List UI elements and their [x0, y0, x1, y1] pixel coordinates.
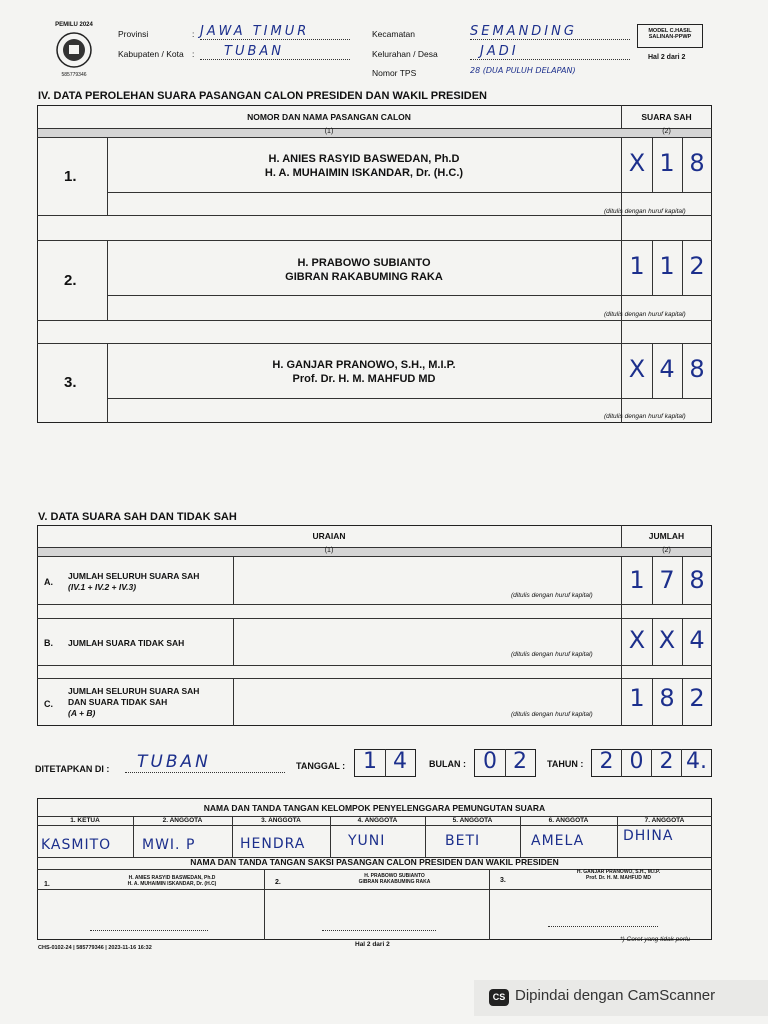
kecamatan-value: SEMANDING — [470, 24, 630, 40]
kabupaten-value: TUBAN — [200, 44, 350, 60]
provinsi-label: Provinsi — [118, 29, 149, 39]
row-c-line2: DAN SUARA TIDAK SAH — [68, 697, 168, 707]
kpps-role-1: 1. KETUA — [70, 817, 100, 824]
header-page: Hal 2 dari 2 — [648, 54, 686, 61]
row-a-digit-3: 8 — [689, 566, 705, 594]
tps-value: 28 (DUA PULUH DELAPAN) — [470, 66, 576, 75]
row-c-digit-2: 8 — [659, 684, 675, 712]
model-box — [637, 24, 703, 48]
footer-coret: *) Coret yang tidak perlu — [620, 936, 691, 943]
tahun-label: TAHUN : — [547, 759, 584, 769]
row-a-line1: JUMLAH SELURUH SUARA SAH — [68, 571, 200, 581]
candidate-2-digit-1: 1 — [629, 252, 645, 280]
row-a-digit-2: 7 — [659, 566, 675, 594]
col-votes-num: (2) — [662, 128, 671, 135]
bulan-label: BULAN : — [429, 759, 466, 769]
bulan-digit-2: 2 — [513, 749, 527, 774]
row-a-line2: (IV.1 + IV.2 + IV.3) — [68, 582, 137, 592]
candidate-3-digit-2: 4 — [659, 355, 675, 383]
kpps-name-7: DHINA — [623, 828, 674, 844]
tanggal-digit-1: 1 — [363, 749, 377, 774]
saksi-2-line2: GIBRAN RAKABUMING RAKA — [358, 879, 431, 885]
candidate-3-number: 3. — [64, 374, 77, 391]
saksi-3-line2: Prof. Dr. H. M. MAHFUD MD — [586, 875, 651, 881]
row-a-note: (ditulis dengan huruf kapital) — [511, 592, 593, 599]
row-b-note: (ditulis dengan huruf kapital) — [511, 651, 593, 658]
saksi-no-2: 2. — [275, 879, 281, 886]
candidate-2-number: 2. — [64, 272, 77, 289]
kelurahan-value: JADI — [470, 44, 630, 60]
kpps-role-2: 2. ANGGOTA — [162, 817, 203, 824]
saksi-3-signature-line — [548, 926, 658, 927]
row-b-digit-3: 4 — [689, 626, 705, 654]
kpps-name-3: HENDRA — [240, 836, 306, 852]
row-a-digit-1: 1 — [629, 566, 645, 594]
candidate-1-line1: H. ANIES RASYID BASWEDAN, Ph.D — [268, 153, 460, 165]
candidate-3-line1: H. GANJAR PRANOWO, S.H., M.I.P. — [272, 359, 456, 371]
row-c-letter: C. — [44, 699, 53, 709]
saksi-1-line1: H. ANIES RASYID BASWEDAN, Ph.D — [128, 875, 216, 881]
row-a-letter: A. — [44, 577, 53, 587]
model-line1: MODEL C.HASIL — [648, 28, 692, 34]
camscanner-logo-icon: CS — [489, 989, 509, 1006]
candidate-2-line1: H. PRABOWO SUBIANTO — [297, 257, 431, 269]
section5-title: V. DATA SUARA SAH DAN TIDAK SAH — [38, 511, 237, 523]
saksi-2-line1: H. PRABOWO SUBIANTO — [364, 873, 425, 879]
provinsi-colon: : — [192, 29, 195, 39]
kabupaten-colon: : — [192, 49, 195, 59]
candidate-1-number: 1. — [64, 168, 77, 185]
row-c-line1: JUMLAH SELURUH SUARA SAH — [68, 686, 200, 696]
kabupaten-label: Kabupaten / Kota — [118, 49, 184, 59]
candidate-1-line2: H. A. MUHAIMIN ISKANDAR, Dr. (H.C.) — [264, 167, 464, 179]
col-name-header: NOMOR DAN NAMA PASANGAN CALON — [247, 112, 411, 122]
tahun-digit-1: 2 — [599, 749, 614, 774]
saksi-title: NAMA DAN TANDA TANGAN SAKSI PASANGAN CALON PRESIDEN DAN WAKIL PRESIDEN — [190, 857, 559, 867]
saksi-3-line1: H. GANJAR PRANOWO, S.H., M.I.P. — [576, 869, 661, 875]
footer-page: Hal 2 dari 2 — [355, 941, 390, 948]
kpps-name-1: KASMITO — [41, 837, 112, 853]
logo-code: 585779346 — [61, 72, 87, 78]
footer-code: CHS-0102-24 | 585779346 | 2023-11-16 16:32 — [38, 945, 152, 951]
row-c-digit-1: 1 — [629, 684, 645, 712]
row-b-digit-2: X — [658, 626, 676, 654]
kpu-logo — [50, 26, 98, 74]
saksi-2-signature-line — [322, 930, 436, 931]
tanggal-label: TANGGAL : — [296, 761, 346, 771]
section4-title: IV. DATA PEROLEHAN SUARA PASANGAN CALON PRESIDEN DAN WAKIL PRESIDEN — [38, 90, 488, 102]
kpps-title: NAMA DAN TANDA TANGAN KELOMPOK PENYELENGGARA PEMUNGUTAN SUARA — [203, 803, 546, 813]
candidate-2-note: (ditulis dengan huruf kapital) — [604, 311, 686, 318]
candidate-2-line2: GIBRAN RAKABUMING RAKA — [285, 271, 443, 283]
bulan-digit-1: 0 — [483, 749, 497, 774]
tahun-digit-2: 0 — [629, 749, 644, 774]
col-uraian-header: URAIAN — [312, 531, 346, 541]
logo-text: PEMILU 2024 — [55, 22, 93, 28]
kpps-name-5: BETI — [445, 833, 481, 849]
candidate-1-digit-3: 8 — [689, 149, 705, 177]
candidate-3-digit-3: 8 — [689, 355, 705, 383]
col-jumlah-num: (2) — [662, 547, 671, 554]
ditetapkan-label: DITETAPKAN DI : — [35, 764, 110, 774]
saksi-no-1: 1. — [44, 881, 50, 888]
kpps-role-4: 4. ANGGOTA — [357, 817, 398, 824]
row-b-digit-1: X — [628, 626, 646, 654]
ditetapkan-value: TUBAN — [125, 752, 285, 773]
saksi-1-line2: H. A. MUHAIMIN ISKANDAR, Dr. (H.C) — [127, 881, 217, 887]
row-c-note: (ditulis dengan huruf kapital) — [511, 711, 593, 718]
col-uraian-num: (1) — [324, 547, 334, 554]
candidate-1-digit-1: X — [628, 149, 646, 177]
kpps-name-4: YUNI — [348, 833, 386, 849]
tahun-digit-4: 4. — [686, 749, 707, 774]
kelurahan-label: Kelurahan / Desa — [372, 49, 438, 59]
candidate-1-note: (ditulis dengan huruf kapital) — [604, 208, 686, 215]
kpps-role-7: 7. ANGGOTA — [644, 817, 685, 824]
candidate-2-digit-3: 2 — [689, 252, 705, 280]
tanggal-digit-2: 4 — [393, 749, 407, 774]
tahun-digit-3: 2 — [659, 749, 674, 774]
candidate-3-line2: Prof. Dr. H. M. MAHFUD MD — [292, 373, 436, 385]
candidate-3-note: (ditulis dengan huruf kapital) — [604, 413, 686, 420]
provinsi-value: JAWA TIMUR — [200, 24, 350, 40]
camscanner-label: Dipindai dengan CamScanner — [515, 987, 716, 1004]
row-c-digit-3: 2 — [689, 684, 705, 712]
candidate-3-digit-1: X — [628, 355, 646, 383]
saksi-1-signature-line — [90, 930, 208, 931]
model-line2: SALINAN-PPWP — [648, 34, 692, 40]
row-b-letter: B. — [44, 638, 53, 648]
kpps-name-6: AMELA — [531, 833, 585, 849]
row-b-line1: JUMLAH SUARA TIDAK SAH — [68, 638, 185, 648]
kpps-role-6: 6. ANGGOTA — [548, 817, 589, 824]
kpps-role-3: 3. ANGGOTA — [261, 817, 301, 824]
col-name-num: (1) — [324, 128, 334, 135]
candidate-2-digit-2: 1 — [659, 252, 675, 280]
saksi-no-3: 3. — [500, 877, 506, 884]
kpps-role-5: 5. ANGGOTA — [452, 817, 493, 824]
col-jumlah-header: JUMLAH — [648, 531, 685, 541]
candidate-1-digit-2: 1 — [659, 149, 675, 177]
col-votes-header: SUARA SAH — [641, 112, 692, 122]
row-c-line3: (A + B) — [68, 708, 96, 718]
kpps-name-2: MWI. P — [142, 837, 196, 853]
kecamatan-label: Kecamatan — [372, 29, 415, 39]
tps-label: Nomor TPS — [372, 68, 417, 78]
